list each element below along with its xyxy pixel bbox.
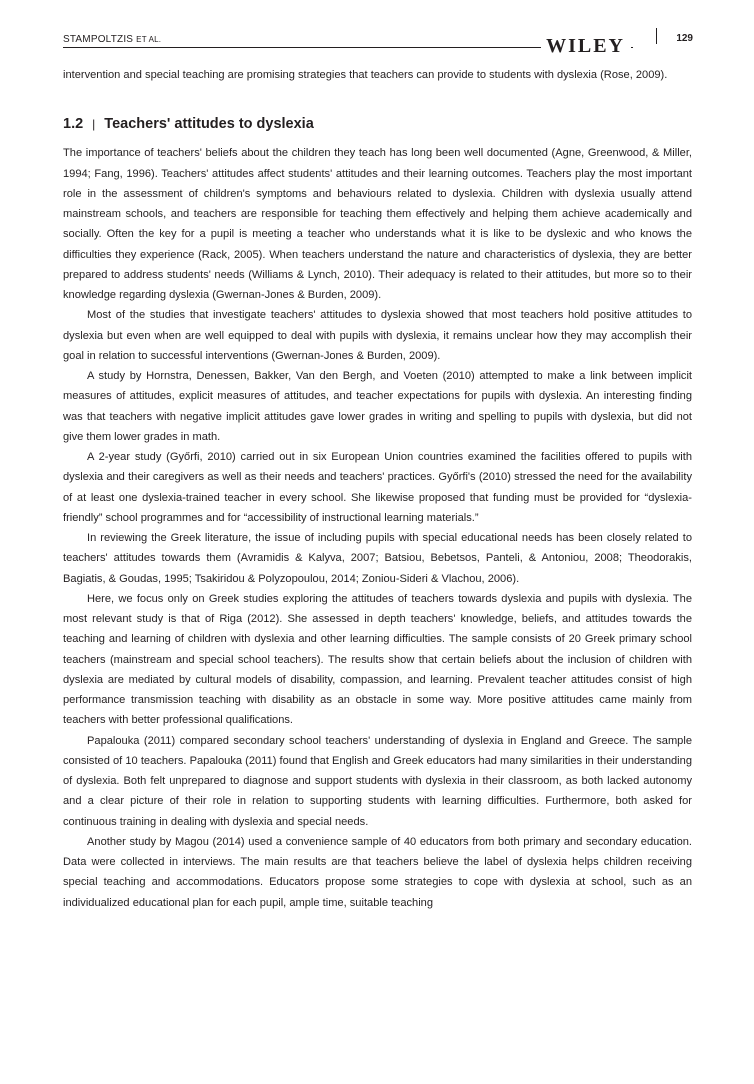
paragraph-2: Most of the studies that investigate teachers' attitudes to dyslexia showed that most teachers hold positive attitudes to dyslexia but even when are well equipped to deal with pupils with dyslexia, it remains unclear how they may accomplish their goal in relation to successful interventions (Gwernan-Jones & Burden, 2009). bbox=[63, 309, 692, 362]
section-heading bbox=[63, 114, 692, 134]
section-title: Teachers' attitudes to dyslexia bbox=[104, 116, 314, 133]
section-separator: | bbox=[92, 117, 96, 132]
paragraph-8: Another study by Magou (2014) used a convenience sample of 40 educators from both primary and secondary education. Data were collected in interviews. The main results are that teachers believe the label of dyslexia helps children receiving special teaching and accommodations. Educators propose some strategies to cope with dyslexia at school, such as an individualized educational plan for each pupil, ample time, suitable teaching bbox=[63, 835, 692, 909]
running-header bbox=[63, 28, 693, 57]
header-divider bbox=[656, 28, 657, 44]
running-head-authors bbox=[63, 34, 161, 45]
paragraph-5: In reviewing the Greek literature, the issue of including pupils with special educational needs has been closely related to teachers' attitudes towards them (Avramidis & Kalyva, 2007; Batsiou, Bebetsos, Panteli, & Antoniou, 2008; Theodorakis, Bagiatis, & Goudas, 1995; Tsakiridou & Polyzopoulou, 2014; Zoniou-Sideri & Vlachou, 2006). bbox=[63, 532, 692, 585]
section-number: 1.2 bbox=[63, 116, 84, 133]
paragraph-4: A 2-year study (Győrfi, 2010) carried out in six European Union countries examined the facilities offered to pupils with dyslexia and their caregivers as well as their needs and teachers' practices. Győrfi's (2010) stressed the need for the availability of at least one dyslexia-trained teacher in every school. She likewise proposed that funding must be provided for “dyslexia-friendly” school programmes and for “accessibility of instructional learning materials.” bbox=[63, 451, 692, 524]
page-number: 129 bbox=[676, 33, 693, 44]
paragraph-1: The importance of teachers' beliefs about the children they teach has long been well documented (Agne, Greenwood, & Miller, 1994; Fang, 1996). Teachers' attitudes affect students' attitudes and their learning outcomes. Teachers play the most important role in the assessment of children's symptoms and behaviours related to dyslexia. Children with dyslexia usually attend mainstream schools, and teachers are responsible for teaching them effectively and helping them achieve academically and socially. Often the key for a pupil is meeting a teacher who understands what it is like to be dyslexic and who knows the difficulties they experience (Rack, 2005). When teachers understand the nature and characteristics of dyslexia, they are better prepared to address students' needs (Williams & Lynch, 2010). Their adequacy is related to their attitudes, but more so to their knowledge regarding dyslexia (Gwernan-Jones & Burden, 2009). bbox=[63, 147, 692, 301]
body-text bbox=[63, 65, 692, 913]
paragraph-6: Here, we focus only on Greek studies exploring the attitudes of teachers towards dyslexia and pupils with dyslexia. The most relevant study is that of Riga (2012). She assessed in depth teachers' knowledge, beliefs, and attitudes towards the teaching and learning of children with dyslexia and other learning difficulties. The sample consists of 20 Greek primary school teachers (mainstream and special school teachers). The results show that certain beliefs about the inclusion of children with dyslexia are mediated by cultural models of disability, compassion, and learning. Prevalent teacher attitudes consist of high performance transmission teaching with disability as an obstacle in some way. More positive attitudes came mainly from teachers with better professional qualifications. bbox=[63, 592, 692, 727]
paragraph-7: Papalouka (2011) compared secondary school teachers' understanding of dyslexia in England and Greece. The sample consisted of 10 teachers. Papalouka (2011) found that English and Greek educators had many similarities in their understanding of dyslexia. Both felt unprepared to diagnose and support students with dyslexia in their classroom, as both lacked autonomy and a clear picture of their role in relation to supporting students with learning difficulties. Furthermore, both asked for continuous training in dealing with dyslexia and special needs. bbox=[63, 734, 692, 828]
paragraph-3: A study by Hornstra, Denessen, Bakker, Van den Bergh, and Voeten (2010) attempted to make a link between implicit measures of attitudes, explicit measures of attitudes, and teacher expectations for pupils with dyslexia. An interesting finding was that teachers with negative implicit attitudes gave lower grades in writing and spelling to pupils with dyslexia, but did not give them lower grades in math. bbox=[63, 370, 692, 443]
publisher-logo: WILEY bbox=[541, 36, 631, 56]
intro-paragraph: intervention and special teaching are promising strategies that teachers can provide to students with dyslexia (Rose, 2009). bbox=[63, 69, 668, 81]
author-names: STAMPOLTZIS bbox=[63, 34, 134, 45]
et-al: ET AL. bbox=[136, 35, 162, 44]
